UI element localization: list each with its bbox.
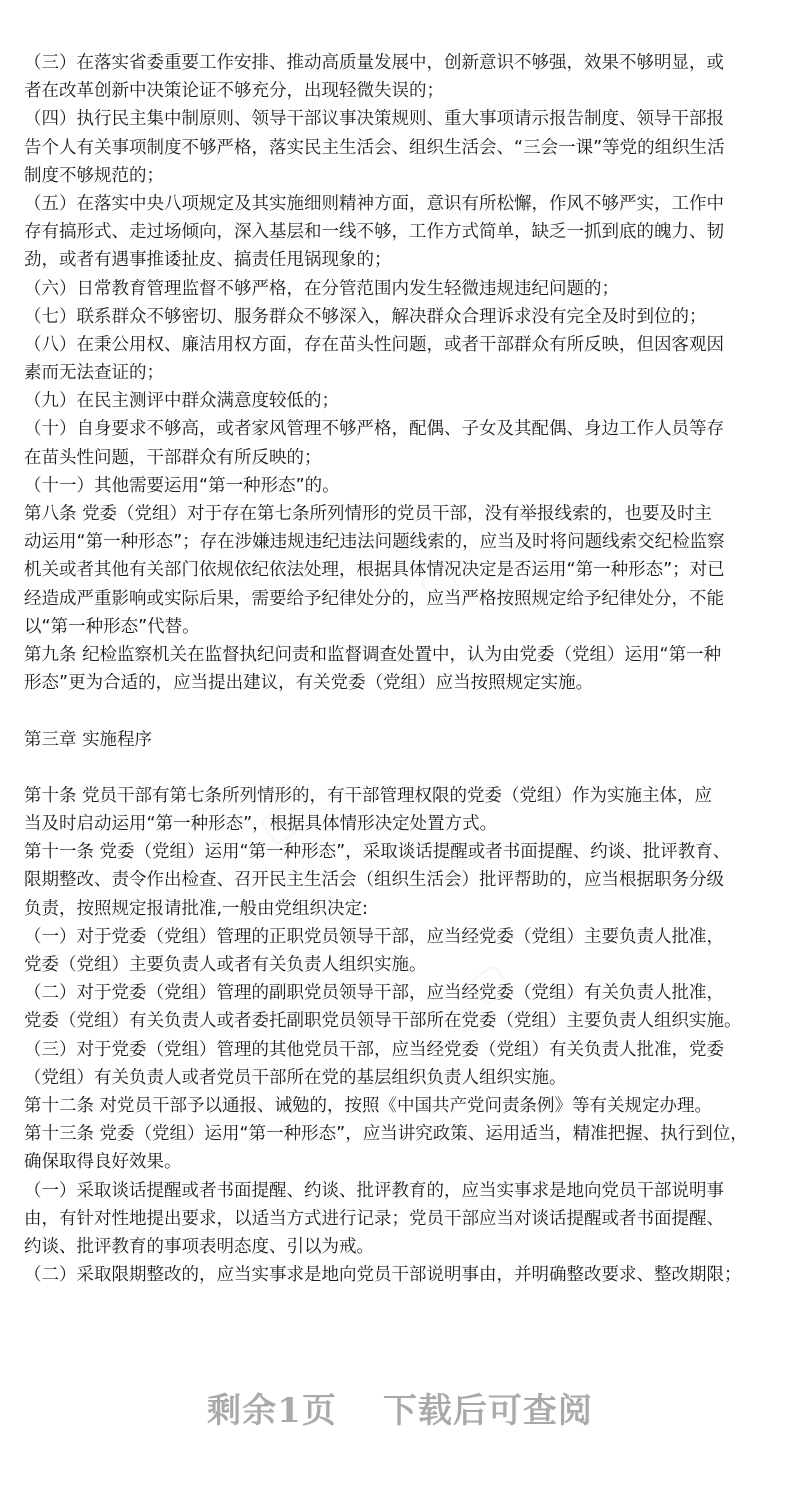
text-line: 第十条 党员干部有第七条所列情形的，有干部管理权限的党委（党组）作为实施主体，应 [24, 785, 713, 806]
remaining-pages-label: 剩余1页 [207, 1391, 337, 1431]
text-line: 当及时启动运用“第一种形态”，根据具体情形决定处置方式。 [24, 814, 498, 835]
text-line: （一）对于党委（党组）管理的正职党员领导干部，应当经党委（党组）主要负责人批准， [24, 926, 724, 947]
text-line: 由，有针对性地提出要求，以适当方式进行记录；党员干部应当对谈话提醒或者书面提醒、 [24, 1208, 724, 1229]
text-line: （七）联系群众不够密切、服务群众不够深入，解决群众合理诉求没有完全及时到位的； [24, 306, 707, 327]
text-line: （二）对于党委（党组）管理的副职党员领导干部，应当经党委（党组）有关负责人批准， [24, 983, 724, 1004]
text-line: （六）日常教育管理监督不够严格，在分管范围内发生轻微违规违纪问题的； [24, 278, 619, 299]
text-line: （五）在落实中央八项规定及其实施细则精神方面，意识有所松懈，作风不够严实，工作中 [24, 193, 724, 214]
text-line: （一）采取谈话提醒或者书面提醒、约谈、批评教育的，应当实事求是地向党员干部说明事 [24, 1180, 724, 1201]
text-line: 确保取得良好效果。 [24, 1152, 182, 1173]
chapter-heading: 第三章 实施程序 [24, 729, 153, 750]
text-line: （十）自身要求不够高，或者家风管理不够严格，配偶、子女及其配偶、身边工作人员等存 [24, 419, 724, 440]
text-line: 党委（党组）有关负责人或者委托副职党员领导干部所在党委（党组）主要负责人组织实施。 [24, 1011, 742, 1032]
text-line: 在苗头性问题，干部群众有所反映的； [24, 447, 322, 468]
text-line: （四）执行民主集中制原则、领导干部议事决策规则、重大事项请示报告制度、领导干部报 [24, 109, 724, 130]
text-line: （三）在落实省委重要工作安排、推动高质量发展中，创新意识不够强，效果不够明显，或 [24, 53, 724, 73]
text-line: 存有搞形式、走过场倾向，深入基层和一线不够，工作方式简单，缺乏一抓到底的魄力、韧 [24, 222, 724, 243]
text-line: 告个人有关事项制度不够严格，落实民主生活会、组织生活会、“三会一课”等党的组织生活 [24, 137, 725, 158]
text-line: 负责，按照规定报请批准,一般由党组织决定: [24, 898, 368, 919]
text-line: 经造成严重影响或实际后果，需要给予纪律处分的，应当严格按照规定给予纪律处分，不能 [24, 588, 724, 609]
text-line: 约谈、批评教育的事项表明态度、引以为戒。 [24, 1236, 374, 1257]
text-line: （党组）有关负责人或者党员干部所在党的基层组织负责人组织实施。 [24, 1067, 567, 1088]
text-line: （十一）其他需要运用“第一种形态”的。 [24, 475, 340, 496]
text-line: 限期整改、责令作出检查、召开民主生活会（组织生活会）批评帮助的，应当根据职务分级 [24, 870, 724, 891]
text-line: 者在改革创新中决策论证不够充分，出现轻微失误的； [24, 81, 444, 102]
blank-line [24, 697, 781, 725]
blank-line [24, 754, 781, 782]
text-line: 劲，或者有遇事推诿扯皮、搞责任甩锅现象的； [24, 250, 392, 271]
text-line: （九）在民主测评中群众满意度较低的； [24, 391, 339, 412]
text-line: 形态”更为合适的，应当提出建议，有关党委（党组）应当按照规定实施。 [24, 673, 594, 694]
text-line: （八）在秉公用权、廉洁用权方面，存在苗头性问题，或者干部群众有所反映，但因客观因 [24, 334, 724, 355]
text-line: 第九条 纪检监察机关在监督执纪问责和监督调查处置中，认为由党委（党组）运用“第一种 [24, 644, 722, 665]
text-line: 党委（党组）主要负责人或者有关负责人组织实施。 [24, 955, 427, 975]
text-line: 以“第一种形态”代替。 [24, 616, 200, 637]
text-line: 动运用“第一种形态”；存在涉嫌违规违纪违法问题线索的，应当及时将问题线索交纪检监察 [24, 532, 725, 553]
text-line: （二）采取限期整改的，应当实事求是地向党员干部说明事由，并明确整改要求、整改期限； [24, 1265, 742, 1286]
text-line: 机关或者其他有关部门依规依纪依法处理，根据具体情况决定是否运用“第一种形态”；对已 [24, 560, 725, 581]
text-line: 第十二条 对党员干部予以通报、诫勉的，按照《中国共产党问责条例》等有关规定办理。 [24, 1095, 713, 1116]
text-line: 第十一条 党委（党组）运用“第一种形态”，采取谈话提醒或者书面提醒、约谈、批评教育、 [24, 842, 731, 863]
text-line: 制度不够规范的； [24, 165, 164, 186]
download-hint-label[interactable]: 下载后可查阅 [382, 1391, 593, 1431]
document-body [24, 49, 781, 1289]
download-banner[interactable] [0, 1383, 800, 1432]
text-line: （三）对于党委（党组）管理的其他党员干部，应当经党委（党组）有关负责人批准，党委 [24, 1039, 724, 1060]
text-line: 第十三条 党委（党组）运用“第一种形态”，应当讲究政策、运用适当，精准把握、执行到位， [24, 1124, 748, 1145]
text-line: 素而无法查证的； [24, 363, 164, 384]
text-line: 第八条 党委（党组）对于存在第七条所列情形的党员干部，没有举报线索的，也要及时主 [24, 504, 713, 524]
